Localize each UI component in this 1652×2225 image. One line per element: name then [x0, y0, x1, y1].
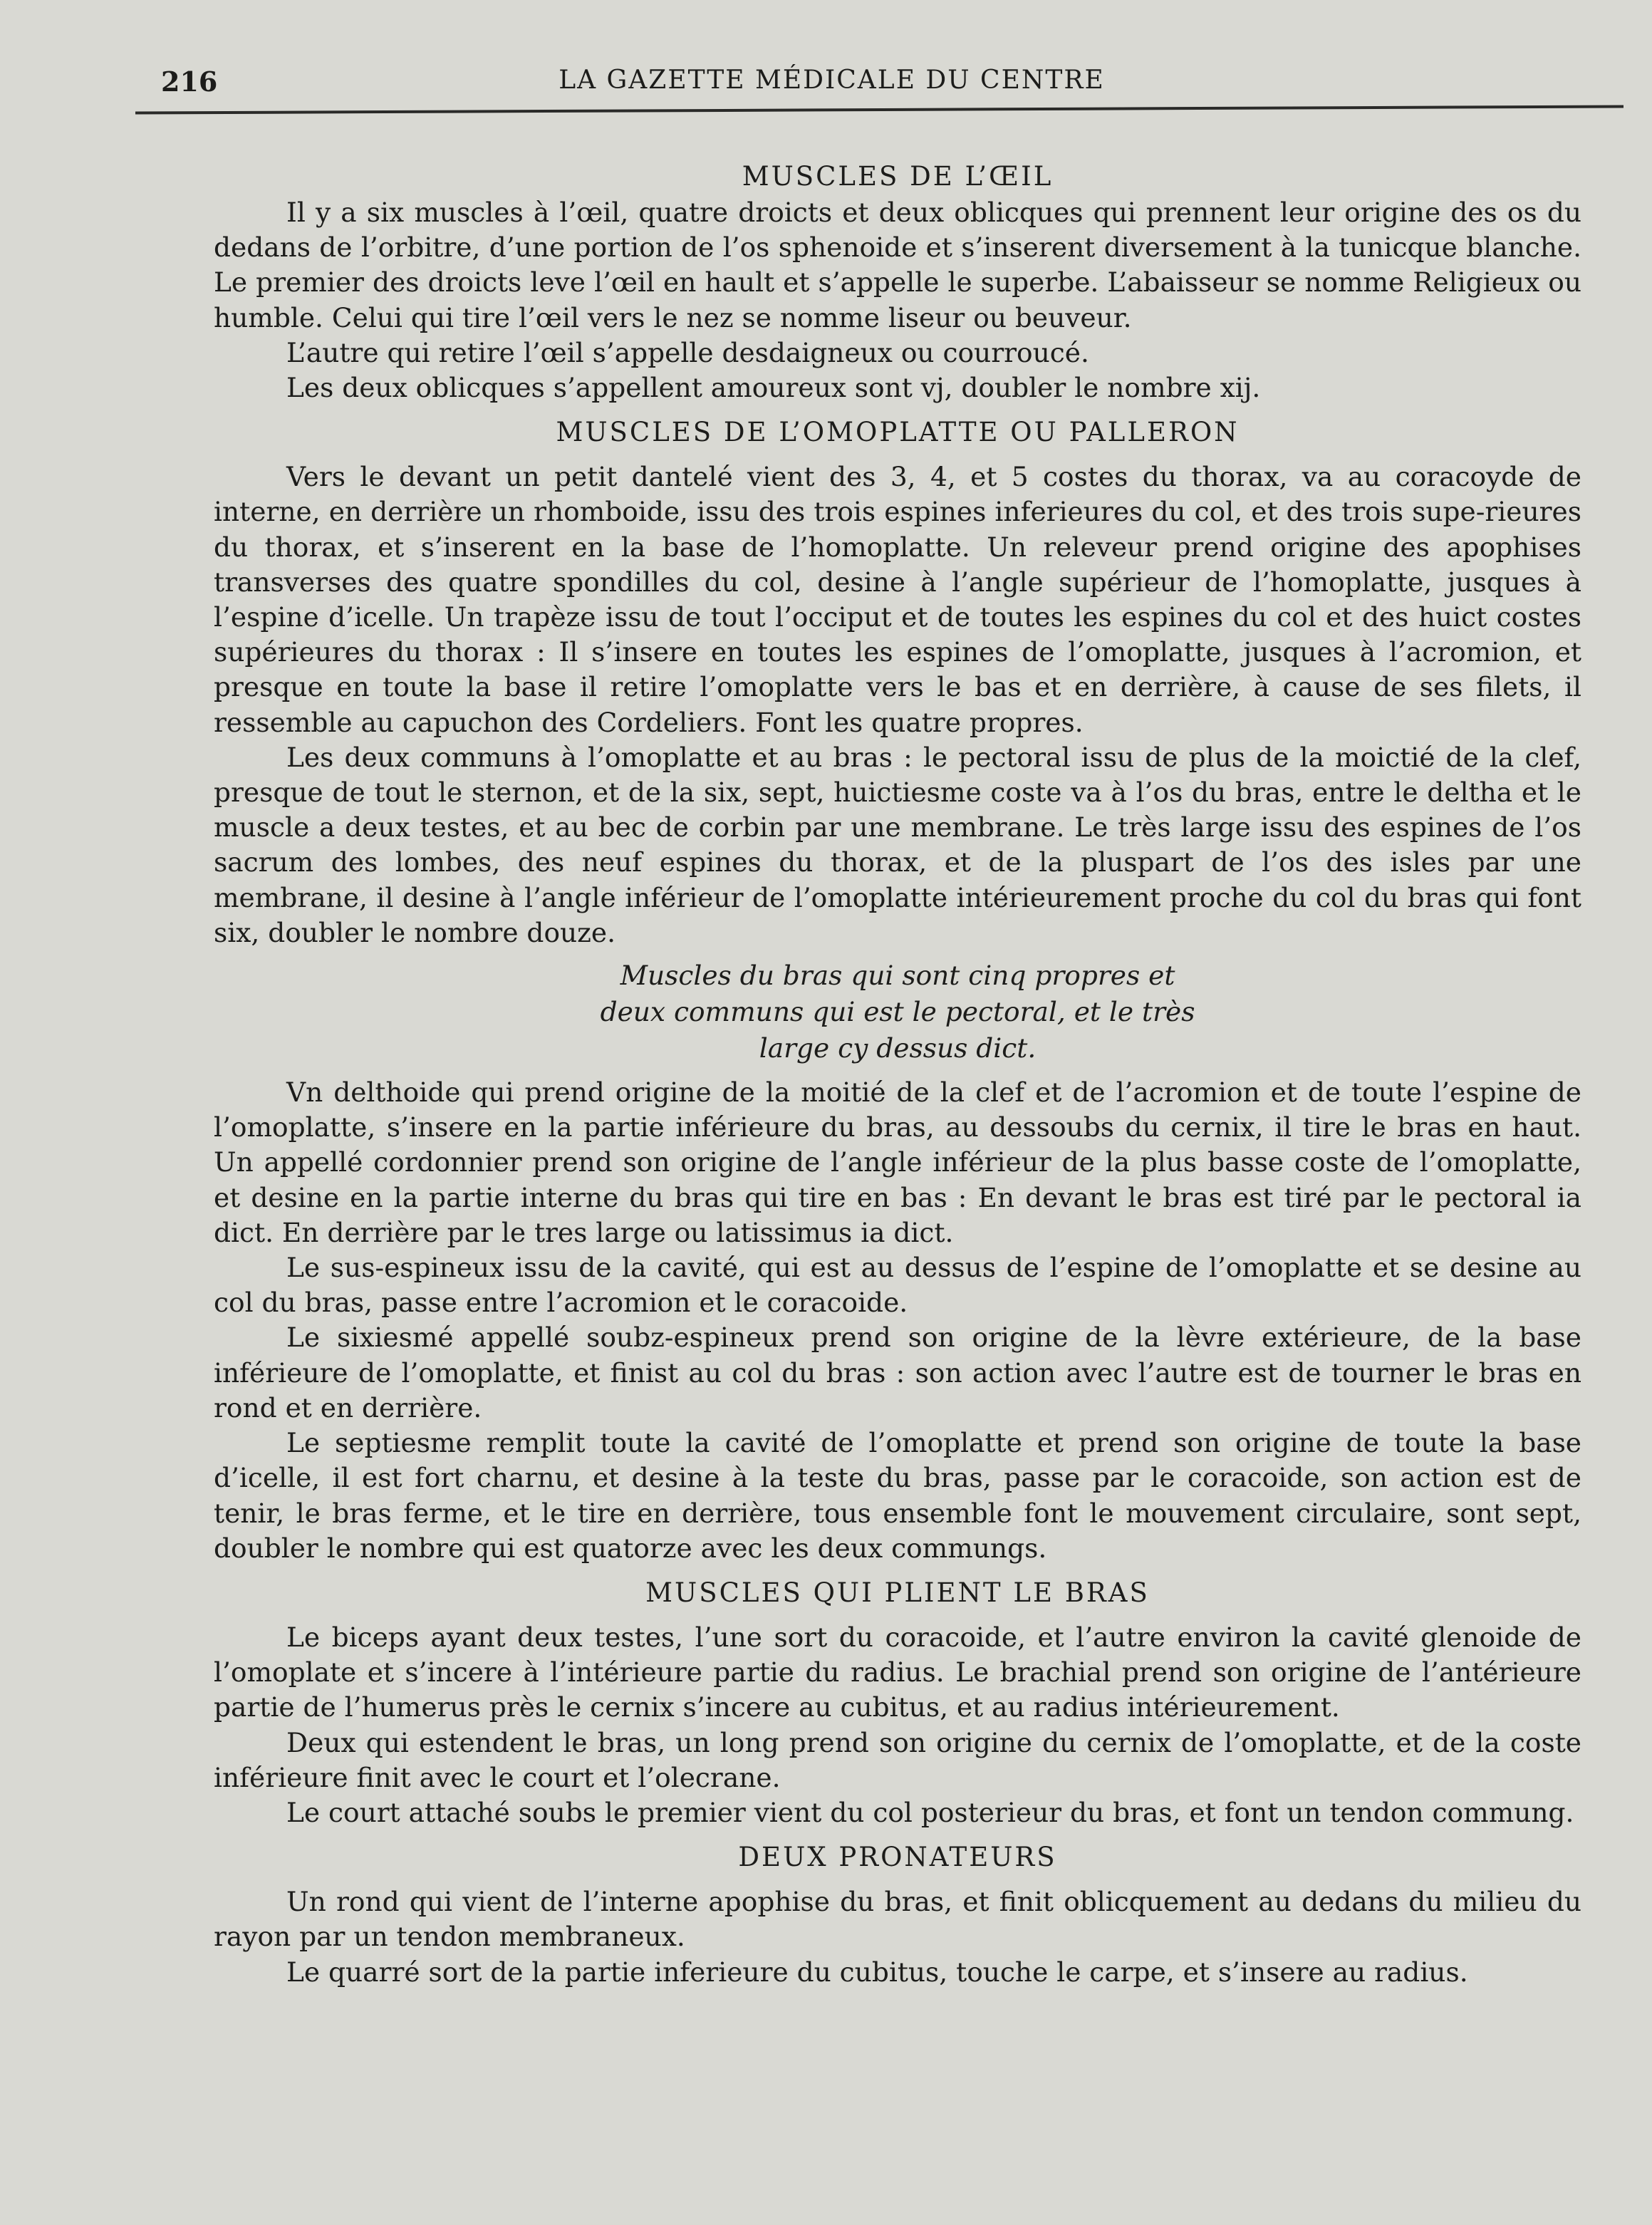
paragraph: Le sus-espineux issu de la cavité, qui est au dessus de l’espine de l’omoplatte et se desine au col du bras, passe entre l’acromion et le coracoide. [214, 1252, 1581, 1319]
header-rule [135, 105, 1624, 114]
heading-muscles-plient-bras: MUSCLES QUI PLIENT LE BRAS [645, 1577, 1150, 1608]
paragraph: Les deux oblicques s’appellent amoureux sont vj, doubler le nombre xij. [286, 372, 1261, 404]
paragraph: Le quarré sort de la partie inferieure du cubitus, touche le carpe, et s’insere au radius. [286, 1956, 1468, 1988]
paragraph: Le court attaché soubs le premier vient du col posterieur du bras, et font un tendon commung. [286, 1796, 1574, 1828]
paragraph: Vers le devant un petit dantelé vient des 3, 4, et 5 costes du thorax, va au coracoyde de interne, en derrière un rhomboide, issu des trois espines inferieures du col, et des trois supe-rieures du thorax, et s’inserent en la base de l’homoplatte. Un releveur prend origine des apophises transverses des quatre spondilles du col, desine à l’angle supérieur de l’homoplatte, jusques à l’espine d’icelle. Un trapèze issu de tout l’occiput et de toutes les espines du col et des huict costes supérieures du thorax : Il s’insere en toutes les espines de l’omoplatte, jusques à l’acromion, et presque en toute la base il retire l’omoplatte vers le bas et en derrière, à cause de ses filets, il ressemble au capuchon des Cordeliers. Font les quatre propres. [214, 461, 1581, 738]
page-number: 216 [161, 66, 218, 98]
paragraph: Deux qui estendent le bras, un long prend son origine du cernix de l’omoplatte, et de la coste inférieure finit avec le court et l’olecrane. [214, 1726, 1581, 1793]
page-header [140, 66, 1524, 101]
paragraph: Vn delthoide qui prend origine de la moitié de la clef et de l’acromion et de toute l’espine de l’omoplatte, s’insere en la partie inférieure du bras, au dessoubs du cernix, il tire le bras en haut. Un appellé cordonnier prend son origine de l’angle inférieur de la plus basse coste de l’omoplatte, et desine en la partie interne du bras qui tire en bas : En devant le bras est tiré par le pectoral ia dict. En derrière par le tres large ou latissimus ia dict. [214, 1077, 1581, 1248]
caption-line: deux communs qui est le pectoral, et le très [600, 996, 1195, 1028]
paragraph: Le biceps ayant deux testes, l’une sort du coracoide, et l’autre environ la cavité glenoide de l’omoplate et s’incere à l’intérieure partie du radius. Le brachial prend son origine de l’antérieure partie de l’humerus près le cernix s’incere au cubitus, et au radius intérieurement. [214, 1621, 1581, 1723]
paragraph: Les deux communs à l’omoplatte et au bras : le pectoral issu de plus de la moictié de la clef, presque de tout le sternon, et de la six, sept, huictiesme coste va à l’os du bras, entre le deltha et le muscle a deux testes, et au bec de corbin par une membrane. Le très large issu des espines de l’os sacrum des lombes, des neuf espines du thorax, et de la pluspart de l’os des isles par une membrane, il desine à l’angle inférieur de l’omoplatte intérieurement proche du col du bras qui font six, doubler le nombre douze. [214, 741, 1581, 948]
caption-line: Muscles du bras qui sont cinq propres et [620, 960, 1175, 992]
heading-muscles-omoplatte: MUSCLES DE L’OMOPLATTE OU PALLERON [556, 417, 1240, 448]
heading-muscles-oeil: MUSCLES DE L’ŒIL [742, 161, 1054, 192]
paragraph: Le sixiesmé appellé soubz-espineux prend son origine de la lèvre extérieure, de la base inférieure de l’omoplatte, et finist au col du bras : son action avec l’autre est de tourner le bras en rond et en derrière. [214, 1322, 1581, 1423]
paragraph: Un rond qui vient de l’interne apophise du bras, et finit oblicquement au dedans du milieu du rayon par un tendon membraneux. [214, 1886, 1581, 1953]
heading-deux-pronateurs: DEUX PRONATEURS [738, 1842, 1057, 1873]
running-title: LA GAZETTE MÉDICALE DU CENTRE [559, 66, 1105, 95]
paragraph: Le septiesme remplit toute la cavité de l’omoplatte et prend son origine de toute la base d’icelle, il est fort charnu, et desine à la teste du bras, passe par le coracoide, son action est de tenir, le bras ferme, et le tire en derrière, tous ensemble font le mouvement circulaire, sont sept, doubler le nombre qui est quatorze avec les deux commungs. [214, 1427, 1581, 1564]
italic-caption-muscles-bras [214, 958, 1581, 1067]
paragraph: L’autre qui retire l’œil s’appelle desdaigneux ou courroucé. [286, 336, 1089, 368]
caption-line: large cy dessus dict. [759, 1032, 1037, 1064]
paragraph: Il y a six muscles à l’œil, quatre droicts et deux oblicques qui prennent leur origine des os du dedans de l’orbitre, d’une portion de l’os sphenoide et s’inserent diversement à la tunicque blanche. Le premier des droicts leve l’œil en hault et s’appelle le superbe. L’abaisseur se nomme Religieux ou humble. Celui qui tire l’œil vers le nez se nomme liseur ou beuveur. [214, 197, 1581, 333]
article-body [214, 158, 1581, 1990]
